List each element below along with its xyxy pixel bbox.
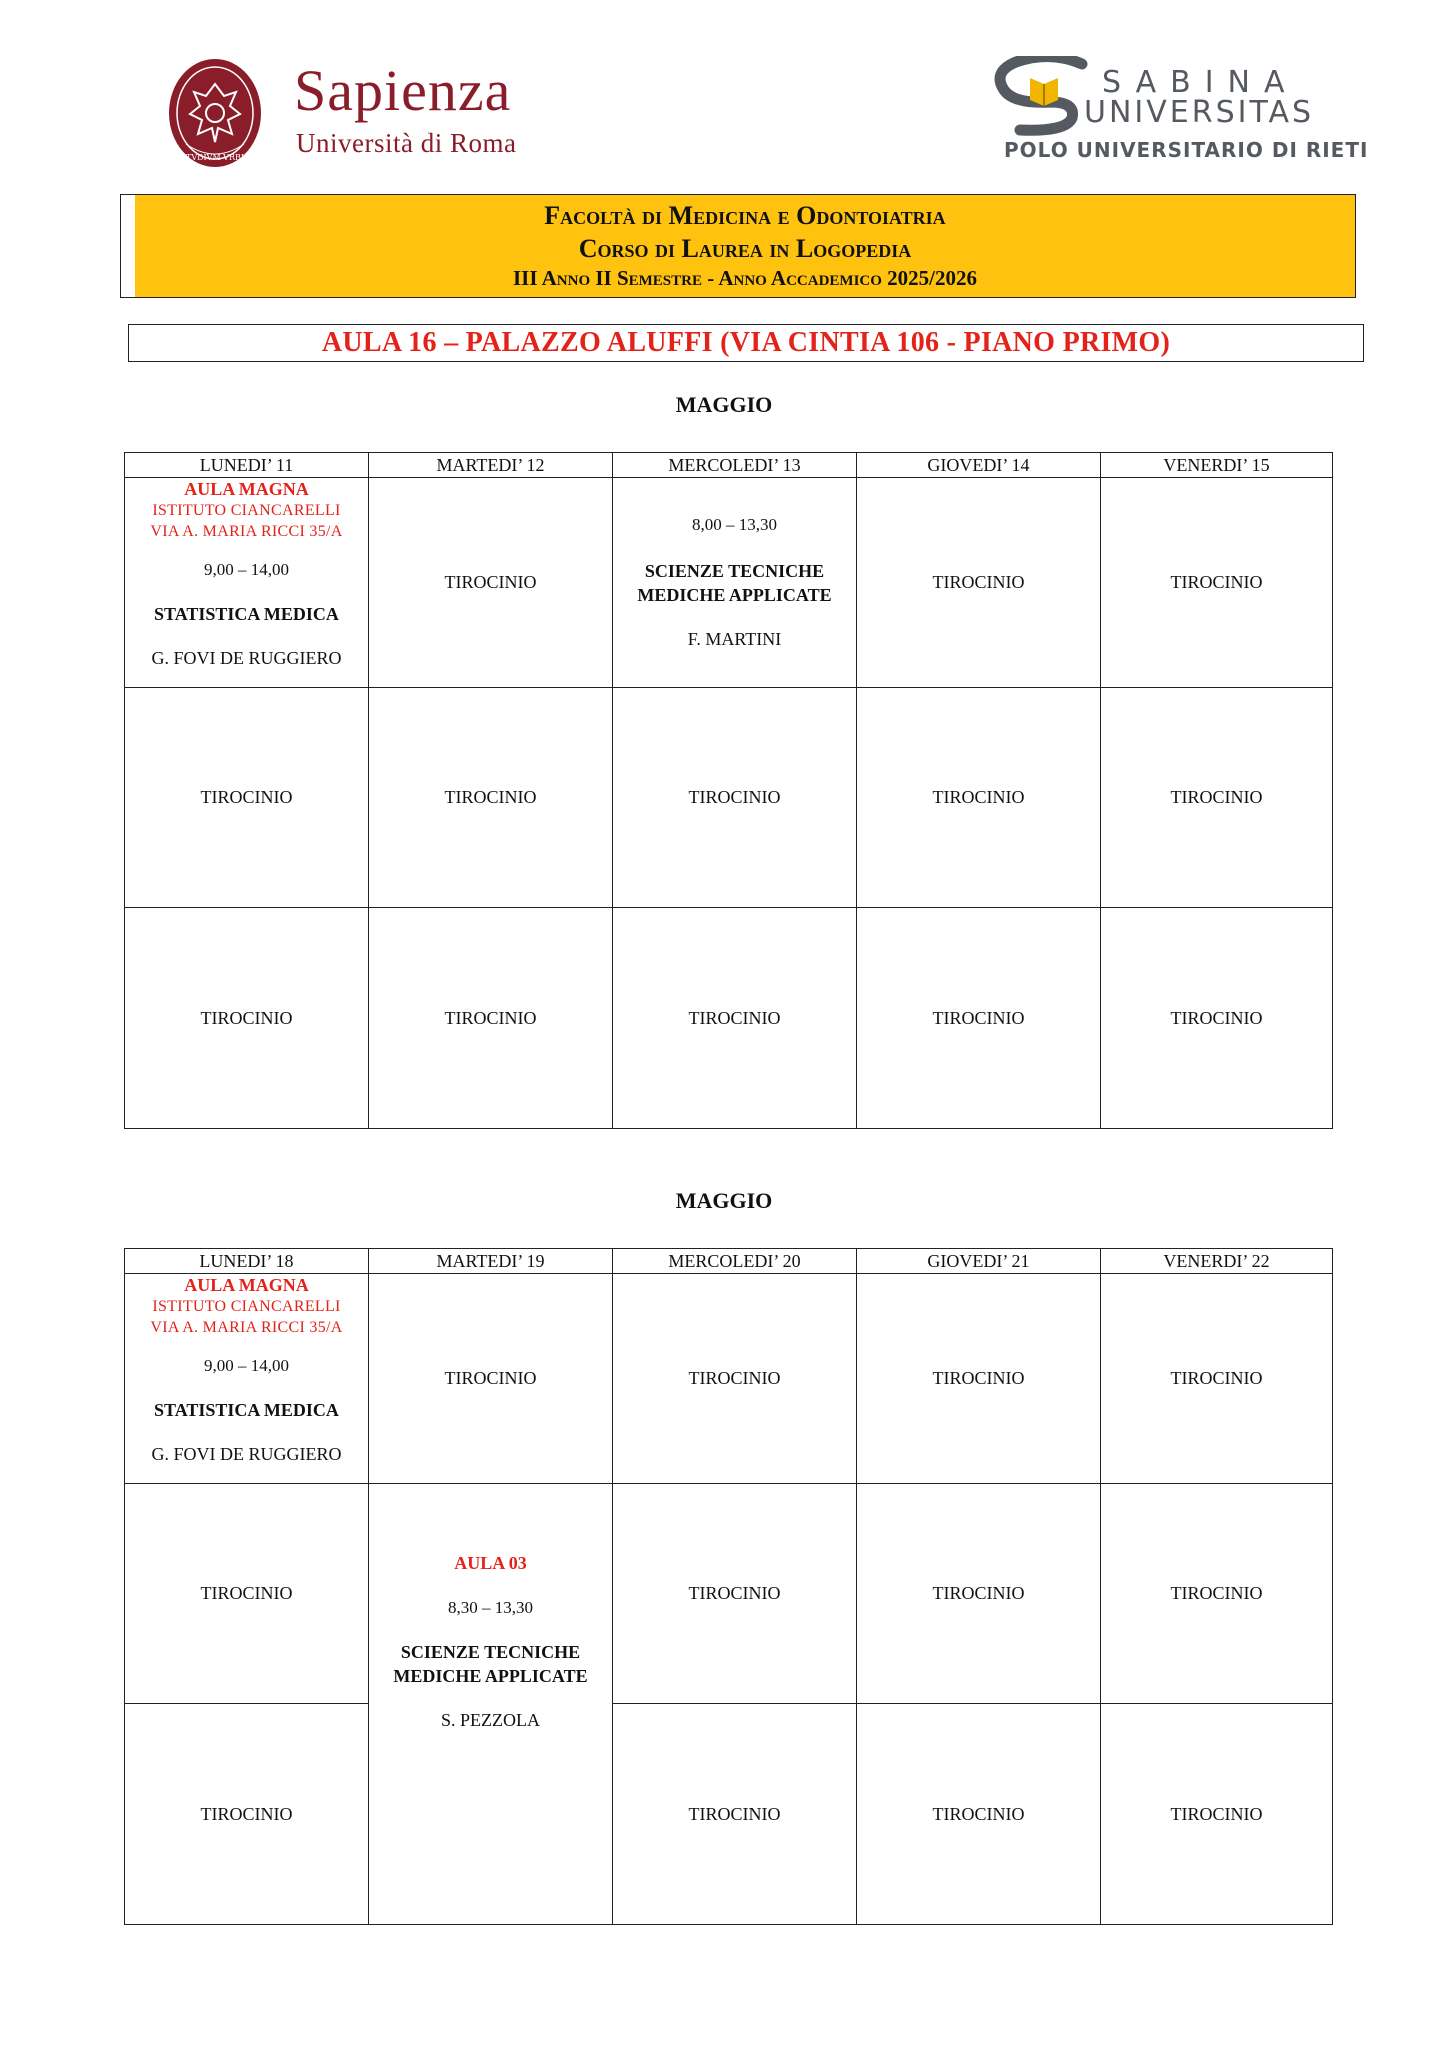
sapienza-seal-icon [166, 56, 264, 171]
lecture-cell [369, 1484, 613, 1925]
day-header: MERCOLEDI’ 13 [613, 453, 857, 478]
lecture-time: 8,30 – 13,30 [448, 1598, 533, 1617]
tirocinio-cell: TIROCINIO [857, 908, 1101, 1129]
tirocinio-cell: TIROCINIO [1101, 1274, 1333, 1484]
tirocinio-cell: TIROCINIO [613, 1274, 857, 1484]
lecture-address: VIA A. MARIA RICCI 35/A [150, 1319, 343, 1336]
tirocinio-cell: TIROCINIO [125, 1484, 369, 1704]
lecture-time: 8,00 – 13,30 [692, 515, 777, 534]
tirocinio-cell: TIROCINIO [125, 688, 369, 908]
lecture-time: 9,00 – 14,00 [204, 1356, 289, 1375]
lecture-teacher: G. FOVI DE RUGGIERO [151, 1444, 342, 1464]
tirocinio-cell: TIROCINIO [857, 1484, 1101, 1704]
day-header: LUNEDI’ 18 [125, 1249, 369, 1274]
day-header: VENERDI’ 22 [1101, 1249, 1333, 1274]
table-header-row [125, 453, 1333, 478]
sabina-polo: POLO UNIVERSITARIO DI RIETI [1004, 138, 1369, 162]
room-title: AULA 16 – PALAZZO ALUFFI (VIA CINTIA 106 - PIANO PRIMO) [321, 327, 1171, 358]
table-row [125, 1704, 1333, 1925]
lecture-place: ISTITUTO CIANCARELLI [152, 1298, 341, 1315]
lecture-cell [613, 478, 857, 688]
sabina-subtitle: UNIVERSITAS [1084, 95, 1315, 130]
year-title: III Anno II Semestre - Anno Accademico 2025/2026 [513, 266, 977, 291]
lecture-address: VIA A. MARIA RICCI 35/A [150, 523, 343, 540]
faculty-header-fill [135, 195, 1355, 297]
day-header: MARTEDI’ 12 [369, 453, 613, 478]
room-header [128, 324, 1364, 362]
lecture-room: AULA MAGNA [184, 479, 309, 499]
lecture-subject: STATISTICA MEDICA [154, 1400, 339, 1420]
tirocinio-cell: TIROCINIO [369, 688, 613, 908]
tirocinio-cell: TIROCINIO [613, 908, 857, 1129]
tirocinio-cell: TIROCINIO [857, 478, 1101, 688]
tirocinio-cell: TIROCINIO [369, 1274, 613, 1484]
lecture-time: 9,00 – 14,00 [204, 560, 289, 579]
tirocinio-cell: TIROCINIO [857, 688, 1101, 908]
sabina-logo [980, 56, 1369, 166]
table-row [125, 1274, 1333, 1484]
tirocinio-cell: TIROCINIO [125, 1704, 369, 1925]
day-header: VENERDI’ 15 [1101, 453, 1333, 478]
tirocinio-cell: TIROCINIO [369, 478, 613, 688]
table-row [125, 688, 1333, 908]
table-row [125, 1484, 1333, 1704]
lecture-teacher: G. FOVI DE RUGGIERO [151, 648, 342, 668]
day-header: GIOVEDI’ 21 [857, 1249, 1101, 1274]
tirocinio-cell: TIROCINIO [1101, 688, 1333, 908]
sabina-book-icon [990, 56, 1090, 136]
tirocinio-cell: TIROCINIO [125, 908, 369, 1129]
month-title-week2: MAGGIO [675, 1188, 773, 1213]
day-header: MARTEDI’ 19 [369, 1249, 613, 1274]
lecture-cell [125, 478, 369, 688]
lecture-room: AULA 03 [454, 1553, 527, 1573]
seal-text: STVDIVM VRBIS [180, 153, 250, 162]
tirocinio-cell: TIROCINIO [1101, 1484, 1333, 1704]
lecture-room: AULA MAGNA [184, 1275, 309, 1295]
schedule-table-week1 [124, 452, 1333, 1129]
sapienza-name: Sapienza [294, 58, 512, 123]
lecture-subject: MEDICHE APPLICATE [393, 1666, 588, 1686]
tirocinio-cell: TIROCINIO [613, 688, 857, 908]
table-header-row [125, 1249, 1333, 1274]
lecture-subject: SCIENZE TECNICHE [644, 561, 825, 581]
tirocinio-cell: TIROCINIO [613, 1704, 857, 1925]
lecture-teacher: F. MARTINI [687, 629, 782, 649]
sapienza-logo [166, 56, 586, 176]
tirocinio-cell: TIROCINIO [857, 1274, 1101, 1484]
tirocinio-cell: TIROCINIO [369, 908, 613, 1129]
tirocinio-cell: TIROCINIO [1101, 478, 1333, 688]
course-title: Corso di Laurea in Logopedia [578, 233, 912, 263]
tirocinio-cell: TIROCINIO [1101, 1704, 1333, 1925]
sapienza-subtitle: Università di Roma [296, 128, 517, 158]
lecture-subject: STATISTICA MEDICA [154, 604, 339, 624]
day-header: GIOVEDI’ 14 [857, 453, 1101, 478]
table-row [125, 478, 1333, 688]
tirocinio-cell: TIROCINIO [857, 1704, 1101, 1925]
lecture-cell [125, 1274, 369, 1484]
lecture-subject: MEDICHE APPLICATE [637, 585, 832, 605]
day-header: LUNEDI’ 11 [125, 453, 369, 478]
sabina-name: SABINA [1102, 65, 1299, 100]
schedule-table-week2 [124, 1248, 1333, 1925]
lecture-place: ISTITUTO CIANCARELLI [152, 502, 341, 519]
lecture-teacher: S. PEZZOLA [441, 1710, 540, 1730]
tirocinio-cell: TIROCINIO [613, 1484, 857, 1704]
month-title-week1: MAGGIO [675, 392, 773, 417]
tirocinio-cell: TIROCINIO [1101, 908, 1333, 1129]
table-row [125, 908, 1333, 1129]
faculty-header [120, 194, 1356, 298]
faculty-title: Facoltà di Medicina e Odontoiatria [544, 201, 946, 231]
day-header: MERCOLEDI’ 20 [613, 1249, 857, 1274]
lecture-subject: SCIENZE TECNICHE [400, 1642, 581, 1662]
